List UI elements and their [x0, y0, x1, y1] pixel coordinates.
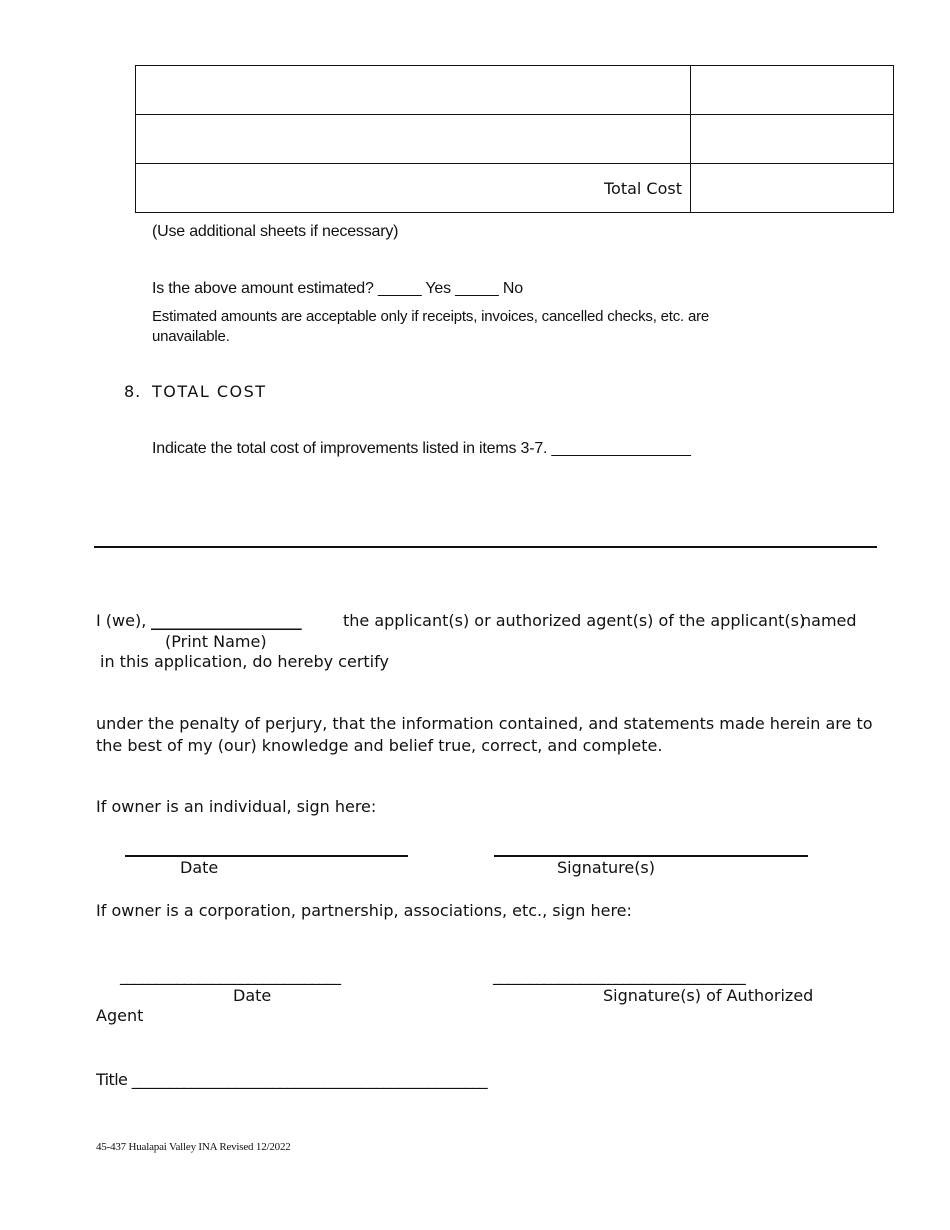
- corporation-date-label: Date: [233, 986, 272, 1005]
- individual-signature-line[interactable]: [494, 855, 808, 857]
- table-row: [136, 66, 894, 115]
- cost-table: [135, 65, 894, 213]
- total-cost-instruction: Indicate the total cost of improvements listed in items 3-7. ________________: [152, 440, 691, 457]
- section-8-heading: TOTAL COST: [152, 382, 267, 401]
- penalty-line1: under the penalty of perjury, that the information contained, and statements made herein are to: [96, 714, 873, 733]
- form-footer: 45-437 Hualapai Valley INA Revised 12/2022: [96, 1141, 291, 1153]
- cost-description-cell[interactable]: [136, 115, 691, 164]
- estimated-note-line2: unavailable.: [152, 328, 230, 345]
- estimated-question: Is the above amount estimated? _____ Yes _____ No: [152, 280, 523, 297]
- corporation-agent-label: Agent: [96, 1006, 144, 1025]
- estimated-note-line1: Estimated amounts are acceptable only if receipts, invoices, cancelled checks, etc. are: [152, 308, 710, 325]
- corporation-date-field[interactable]: _______________________________: [120, 966, 341, 985]
- table-row: [136, 164, 894, 213]
- corporation-signature-label: Signature(s) of Authorized: [603, 986, 814, 1005]
- total-cost-label: Total Cost: [136, 164, 691, 213]
- cost-amount-cell[interactable]: [691, 115, 894, 164]
- certification-statement: the applicant(s) or authorized agent(s) of the applicant(s): [343, 611, 806, 630]
- corporation-signature-field[interactable]: ___________________________________: [493, 966, 746, 985]
- total-cost-amount-cell[interactable]: [691, 164, 894, 213]
- corporation-sign-prompt: If owner is a corporation, partnership, associations, etc., sign here:: [96, 901, 632, 920]
- cost-amount-cell[interactable]: [691, 66, 894, 115]
- print-name-field[interactable]: ______________________: [151, 611, 301, 630]
- certification-named: named: [801, 611, 857, 630]
- additional-sheets-note: (Use additional sheets if necessary): [152, 223, 399, 240]
- individual-date-line[interactable]: [125, 855, 408, 857]
- certification-prefix: I (we),: [96, 611, 147, 630]
- table-row: [136, 115, 894, 164]
- individual-signature-label: Signature(s): [557, 858, 656, 877]
- section-divider: [94, 546, 877, 548]
- cost-description-cell[interactable]: [136, 66, 691, 115]
- section-8-number: 8.: [124, 382, 142, 401]
- individual-date-label: Date: [180, 858, 219, 877]
- title-field[interactable]: Title ________________________________________________: [96, 1070, 487, 1089]
- certification-line2: in this application, do hereby certify: [100, 652, 389, 671]
- penalty-line2: the best of my (our) knowledge and belief true, correct, and complete.: [96, 736, 663, 755]
- print-name-label: (Print Name): [165, 632, 267, 651]
- individual-sign-prompt: If owner is an individual, sign here:: [96, 797, 377, 816]
